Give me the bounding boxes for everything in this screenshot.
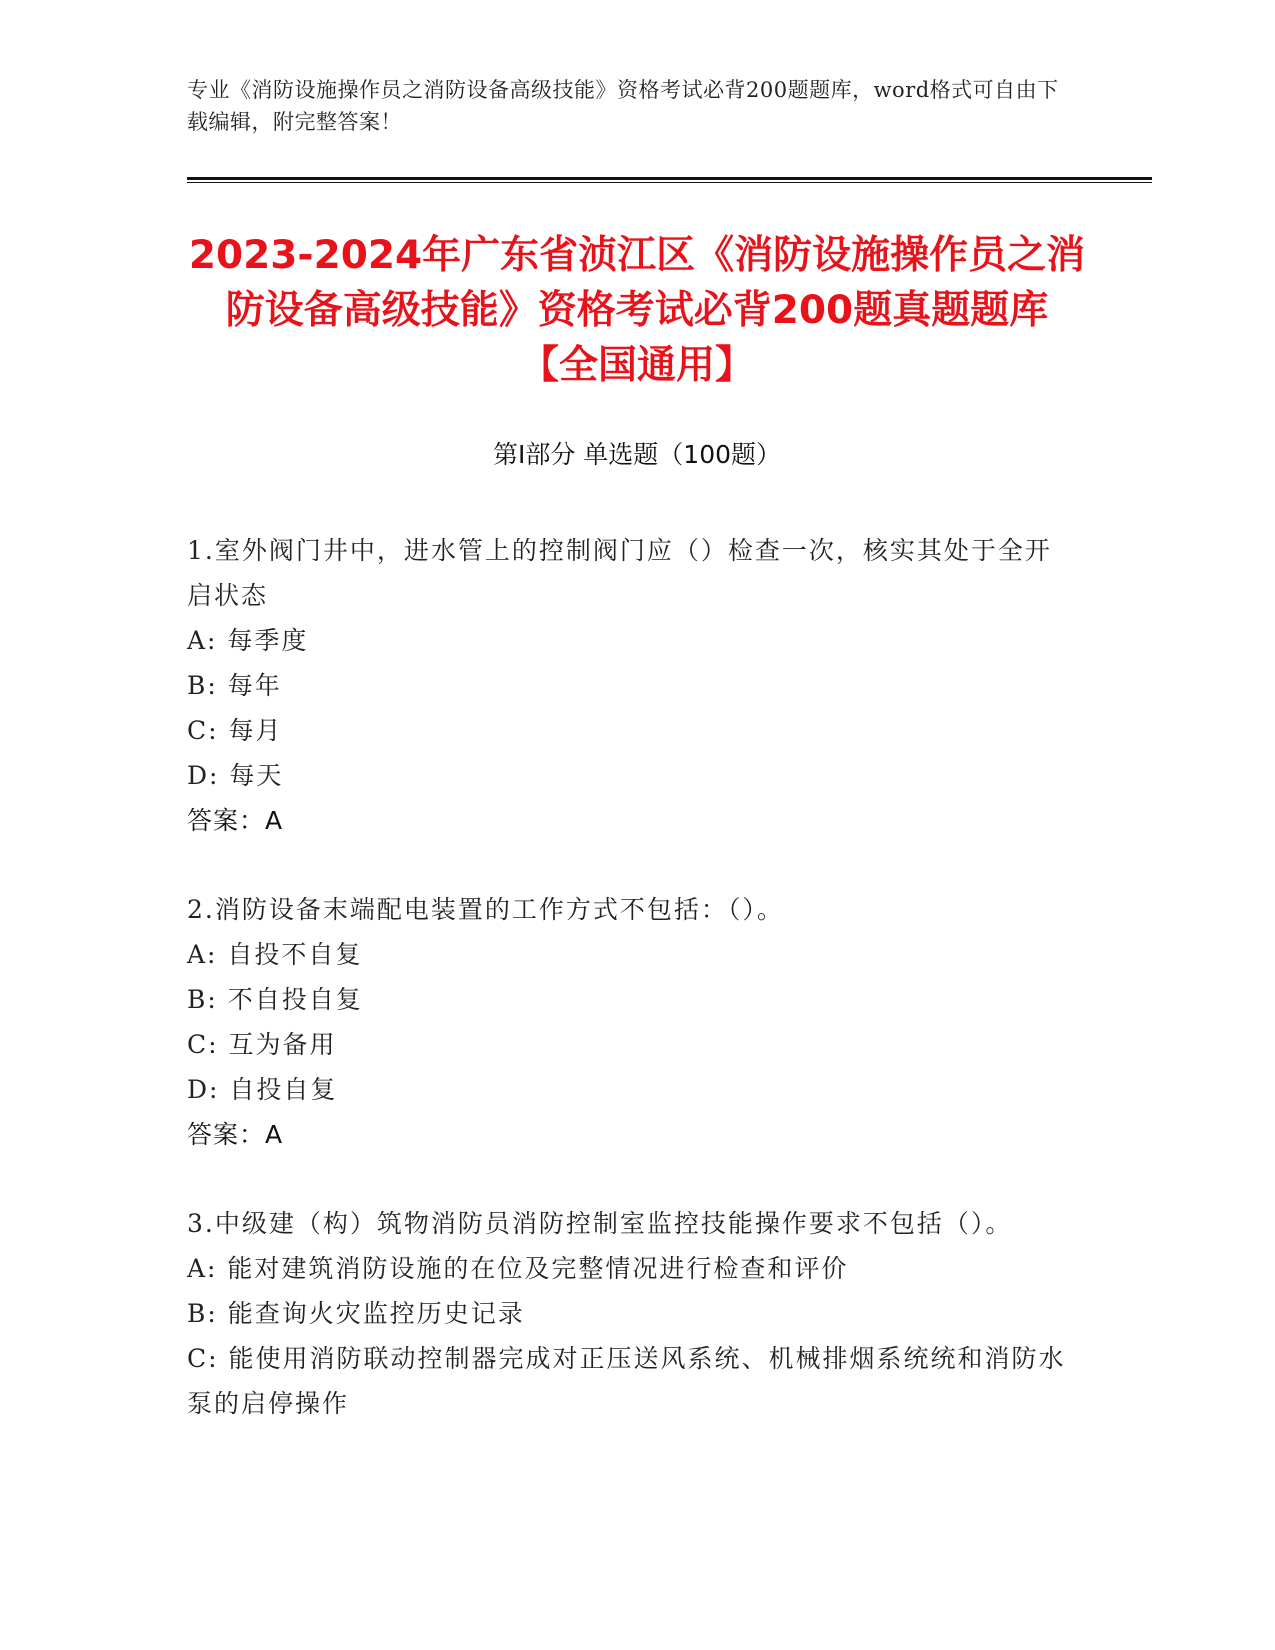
option-c: C: 互为备用 [187, 1030, 337, 1059]
answer: 答案：A [187, 1120, 284, 1149]
option-d: D: 自投自复 [187, 1075, 338, 1104]
question-stem: 3.中级建（构）筑物消防员消防控制室监控技能操作要求不包括（）。 [187, 1209, 1013, 1238]
question-list [187, 528, 1067, 1470]
option-d: D: 每天 [187, 761, 284, 790]
option-b: B: 能查询火灾监控历史记录 [187, 1299, 525, 1328]
option-b: B: 不自投自复 [187, 985, 363, 1014]
header-note: 专业《消防设施操作员之消防设备高级技能》资格考试必背200题题库，word格式可自由下载编辑，附完整答案！ [187, 78, 1059, 134]
question-stem: 1.室外阀门井中，进水管上的控制阀门应（）检查一次，核实其处于全开启状态 [187, 536, 1052, 610]
document-title: 2023-2024年广东省浈江区《消防设施操作员之消防设备高级技能》资格考试必背200题真题题库【全国通用】 [188, 233, 1086, 388]
option-a: A: 每季度 [187, 626, 309, 655]
option-b: B: 每年 [187, 671, 282, 700]
header-divider-thick [187, 177, 1152, 180]
option-a: A: 能对建筑消防设施的在位及完整情况进行检查和评价 [187, 1254, 849, 1283]
option-c: C: 能使用消防联动控制器完成对正压送风系统、机械排烟系统统和消防水泵的启停操作 [187, 1344, 1066, 1418]
section-title: 第Ⅰ部分 单选题（100题） [492, 440, 782, 469]
option-c: C: 每月 [187, 716, 283, 745]
answer: 答案：A [187, 806, 284, 835]
option-a: A: 自投不自复 [187, 940, 363, 969]
question-3 [187, 1201, 1067, 1426]
header-divider-thin [187, 182, 1152, 183]
question-1 [187, 528, 1067, 843]
question-stem: 2.消防设备末端配电装置的工作方式不包括：（）。 [187, 895, 784, 924]
question-2 [187, 887, 1067, 1157]
